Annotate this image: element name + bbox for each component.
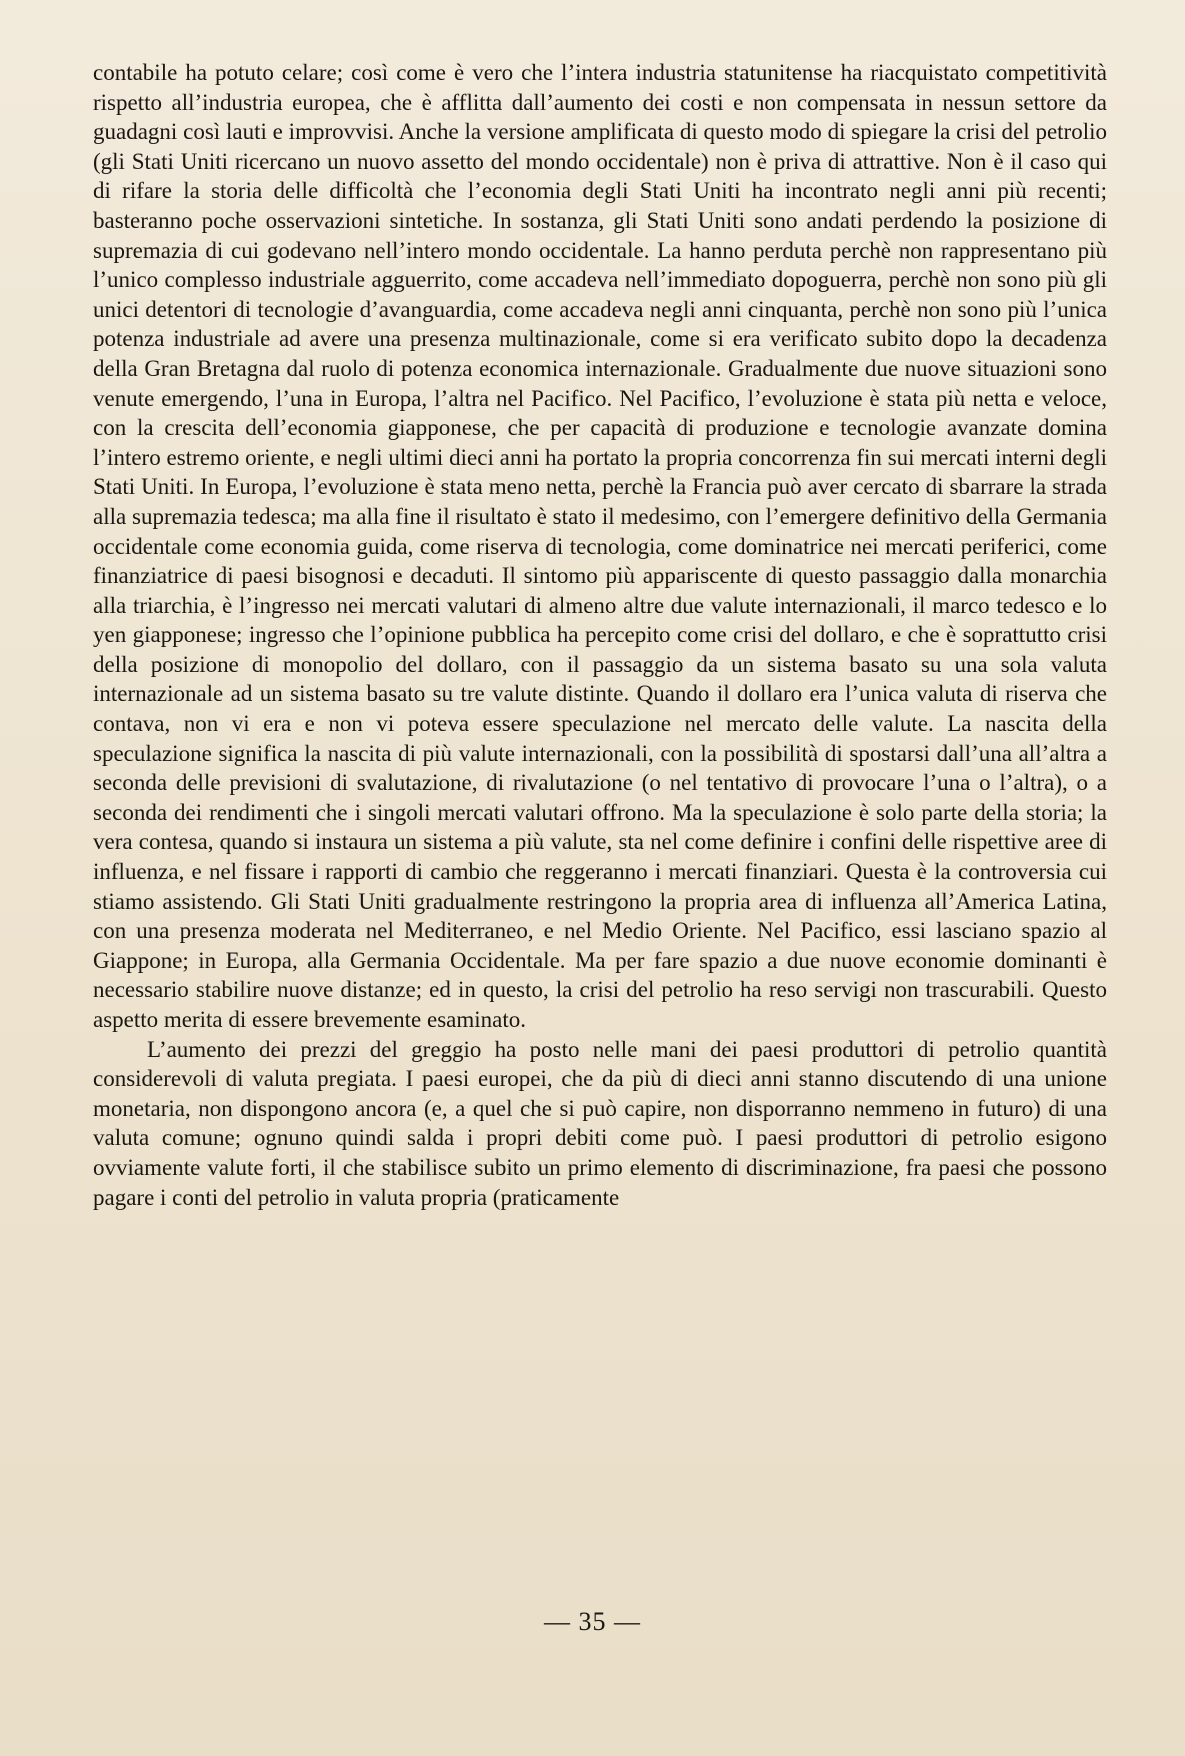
paragraph-1: contabile ha potuto celare; così come è vero che l’intera industria statunitense ha riacquistato competitività rispetto all’industria europea, che è afflitta dall’aumento dei costi e non compensata in nessun settore da guadagni così lauti e improvvisi. Anche la versione amplificata di questo modo di spiegare la crisi del petrolio (gli Stati Uniti ricercano un nuovo assetto del mondo occidentale) non è priva di attrattive. Non è il caso qui di rifare la storia delle difficoltà che l’economia degli Stati Uniti ha incontrato negli anni più recenti; basteranno poche osservazioni sintetiche. In sostanza, gli Stati Uniti sono andati perdendo la posizione di supremazia di cui godevano nell’intero mondo occidentale. La hanno perduta perchè non rappresentano più l’unico complesso industriale agguerrito, come accadeva nell’immediato dopoguerra, perchè non sono più gli unici detentori di tecnologie d’avanguardia, come accadeva negli anni cinquanta, perchè non sono più l’unica potenza industriale ad avere una presenza multinazionale, come si era verificato subito dopo la decadenza della Gran Bretagna dal ruolo di potenza economica internazionale. Gradualmente due nuove situazioni sono venute emergendo, l’una in Europa, l’altra nel Pacifico. Nel Pacifico, l’evoluzione è stata più netta e veloce, con la crescita dell’economia giapponese, che per capacità di produzione e tecnologie avanzate domina l’intero estremo oriente, e negli ultimi dieci anni ha portato la propria concorrenza fin sui mercati interni degli Stati Uniti. In Europa, l’evoluzione è stata meno netta, perchè la Francia può aver cercato di sbarrare la strada alla supremazia tedesca; ma alla fine il risultato è stato il medesimo, con l’emergere definitivo della Germania occidentale come economia guida, come riserva di tecnologia, come dominatrice nei mercati periferici, come finanziatrice di paesi bisognosi e decaduti. Il sintomo più appariscente di questo passaggio dalla monarchia alla triarchia, è l’ingresso nei mercati valutari di almeno altre due valute internazionali, il marco tedesco e lo yen giapponese; ingresso che l’opinione pubblica ha percepito come crisi del dollaro, e che è soprattutto crisi della posizione di monopolio del dollaro, con il passaggio da un sistema basato su una sola valuta internazionale ad un sistema basato su tre valute distinte. Quando il dollaro era l’unica valuta di riserva che contava, non vi era e non vi poteva essere speculazione nel mercato delle valute. La nascita della speculazione significa la nascita di più valute internazionali, con la possibilità di spostarsi dall’una all’altra a seconda delle previsioni di svalutazione, di rivalutazione (o nel tentativo di provocare l’una o l’altra), o a seconda dei rendimenti che i singoli mercati valutari offrono. Ma la speculazione è solo parte della storia; la vera contesa, quando si instaura un sistema a più valute, sta nel come definire i confini delle rispettive aree di influenza, e nel fissare i rapporti di cambio che reggeranno i mercati finanziari. Questa è la controversia cui stiamo assistendo. Gli Stati Uniti gradualmente restringono la propria area di influenza all’America Latina, con una presenza moderata nel Mediterraneo, e nel Medio Oriente. Nel Pacifico, essi lasciano spazio al Giappone; in Europa, alla Germania Occidentale. Ma per fare spazio a due nuove economie dominanti è necessario stabilire nuove distanze; ed in questo, la crisi del petrolio ha reso servigi non trascurabili. Questo aspetto merita di essere brevemente esaminato.: [93, 60, 1107, 1032]
page-number: — 35 —: [544, 1607, 641, 1636]
paragraph-2: L’aumento dei prezzi del greggio ha posto nelle mani dei paesi produttori di petrolio quantità considerevoli di valuta pregiata. I paesi europei, che da più di dieci anni stanno discutendo di una unione monetaria, non dispongono ancora (e, a quel che si può capire, non disporranno nemmeno in futuro) di una valuta comune; ognuno quindi salda i propri debiti come può. I paesi produttori di petrolio esigono ovviamente valute forti, il che stabilisce subito un primo elemento di discriminazione, fra paesi che possono pagare i conti del petrolio in valuta propria (praticamente: [93, 1036, 1107, 1210]
body-text: [93, 58, 1107, 1212]
